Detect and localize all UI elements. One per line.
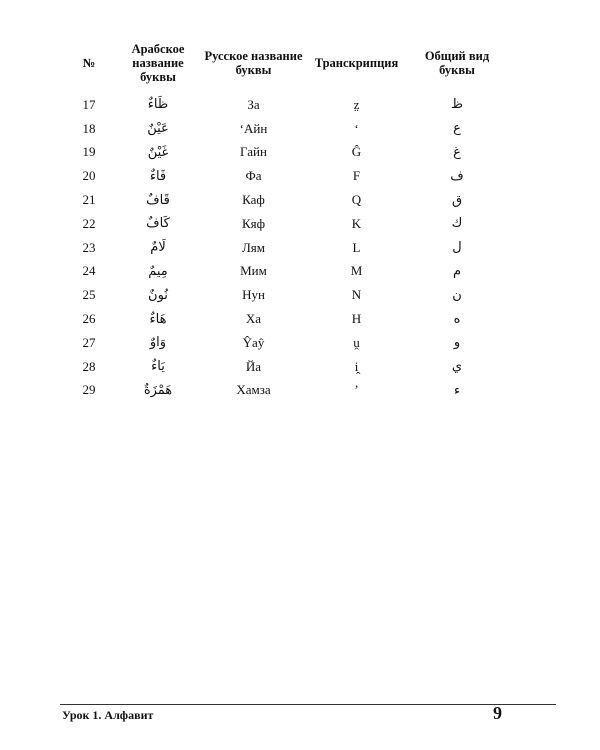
- arabic-letter-name: قَافٌ: [146, 192, 170, 208]
- row-number: 28: [82, 358, 96, 374]
- arabic-letter-name: هَمْزَةٌ: [143, 382, 173, 398]
- row-number: 18: [82, 120, 96, 136]
- transcription: ’: [354, 382, 359, 398]
- row-number: 24: [82, 263, 96, 279]
- table-header-row: [64, 42, 506, 93]
- table-row: [64, 141, 506, 165]
- table-row: [64, 260, 506, 284]
- arabic-letter-name: فَاءٌ: [149, 168, 167, 184]
- letter-general-form: ي: [451, 359, 463, 375]
- row-number: 19: [82, 144, 96, 160]
- letter-general-form: ه: [453, 311, 461, 327]
- arabic-letter-name: هَاءٌ: [149, 311, 167, 327]
- table-row: [64, 307, 506, 331]
- arabic-letter-name: ظَاءٌ: [147, 97, 169, 113]
- row-number: 29: [82, 382, 96, 398]
- page-number: 9: [493, 703, 502, 723]
- transcription: F: [352, 168, 361, 184]
- arabic-letter-name: كَافٌ: [146, 216, 170, 232]
- header-russian-name: Русское название буквы: [204, 49, 303, 77]
- russian-letter-name: Лям: [241, 239, 266, 255]
- arabic-letter-name: لَامٌ: [150, 240, 166, 256]
- russian-letter-name: Каф: [242, 192, 265, 208]
- row-number: 26: [82, 311, 96, 327]
- arabic-letter-name: يَاءٌ: [151, 359, 165, 375]
- russian-letter-name: Кяф: [241, 215, 266, 231]
- letter-general-form: م: [452, 263, 462, 279]
- russian-letter-name: Ха: [245, 311, 262, 327]
- header-transcription: Транскрипция: [314, 56, 399, 70]
- russian-letter-name: Гайн: [240, 144, 267, 160]
- footer-divider: [60, 704, 556, 705]
- table-row: [64, 355, 506, 379]
- russian-letter-name: За: [247, 96, 260, 112]
- row-number: 23: [82, 239, 96, 255]
- header-number: №: [82, 56, 96, 70]
- table-row: [64, 117, 506, 141]
- letter-general-form: غ: [453, 144, 461, 160]
- footer-lesson-title: Урок 1. Алфавит: [62, 708, 154, 722]
- row-number: 17: [82, 96, 96, 112]
- transcription: Ĝ: [351, 144, 362, 160]
- transcription: i̭: [354, 358, 359, 374]
- russian-letter-name: Ŷaŷ: [242, 334, 265, 350]
- table-row: [64, 283, 506, 307]
- row-number: 20: [82, 168, 96, 184]
- transcription: K: [351, 215, 362, 231]
- russian-letter-name: Фа: [245, 168, 262, 184]
- transcription: ṷ: [353, 334, 360, 350]
- table-row: [64, 188, 506, 212]
- letter-general-form: و: [453, 335, 461, 351]
- letter-general-form: ل: [452, 240, 462, 256]
- transcription: Q: [351, 192, 362, 208]
- russian-letter-name: Нун: [242, 287, 265, 303]
- row-number: 21: [82, 192, 96, 208]
- letter-general-form: ق: [451, 192, 463, 208]
- arabic-letter-name: نُونٌ: [148, 287, 168, 303]
- letter-general-form: ع: [453, 121, 461, 137]
- letter-general-form: ء: [453, 382, 461, 398]
- alphabet-table: [64, 42, 506, 402]
- letter-general-form: ظ: [450, 97, 464, 113]
- table-row: [64, 212, 506, 236]
- transcription: H: [351, 311, 362, 327]
- transcription: N: [351, 287, 362, 303]
- letter-general-form: ن: [452, 287, 462, 303]
- transcription: L: [352, 239, 361, 255]
- header-arabic-name: Арабское название буквы: [131, 42, 185, 84]
- russian-letter-name: Йа: [245, 358, 262, 374]
- transcription: ‘: [354, 120, 359, 136]
- table-row: [64, 331, 506, 355]
- header-general-form: Общий вид буквы: [424, 49, 490, 77]
- row-number: 27: [82, 334, 96, 350]
- letter-general-form: ك: [451, 216, 463, 232]
- row-number: 25: [82, 287, 96, 303]
- table-row: [64, 93, 506, 117]
- arabic-letter-name: مِيمٌ: [148, 263, 168, 279]
- table-row: [64, 236, 506, 260]
- transcription: z̤: [353, 96, 360, 112]
- russian-letter-name: Хамза: [236, 382, 271, 398]
- row-number: 22: [82, 215, 96, 231]
- letter-general-form: ف: [450, 168, 464, 184]
- table-row: [64, 379, 506, 403]
- russian-letter-name: Мим: [240, 263, 267, 279]
- russian-letter-name: ‘Айн: [239, 120, 268, 136]
- arabic-letter-name: وَاوٌ: [149, 335, 167, 351]
- table-row: [64, 164, 506, 188]
- transcription: M: [350, 263, 363, 279]
- arabic-letter-name: عَيْنٌ: [147, 121, 169, 137]
- arabic-letter-name: غَيْنٌ: [147, 144, 169, 160]
